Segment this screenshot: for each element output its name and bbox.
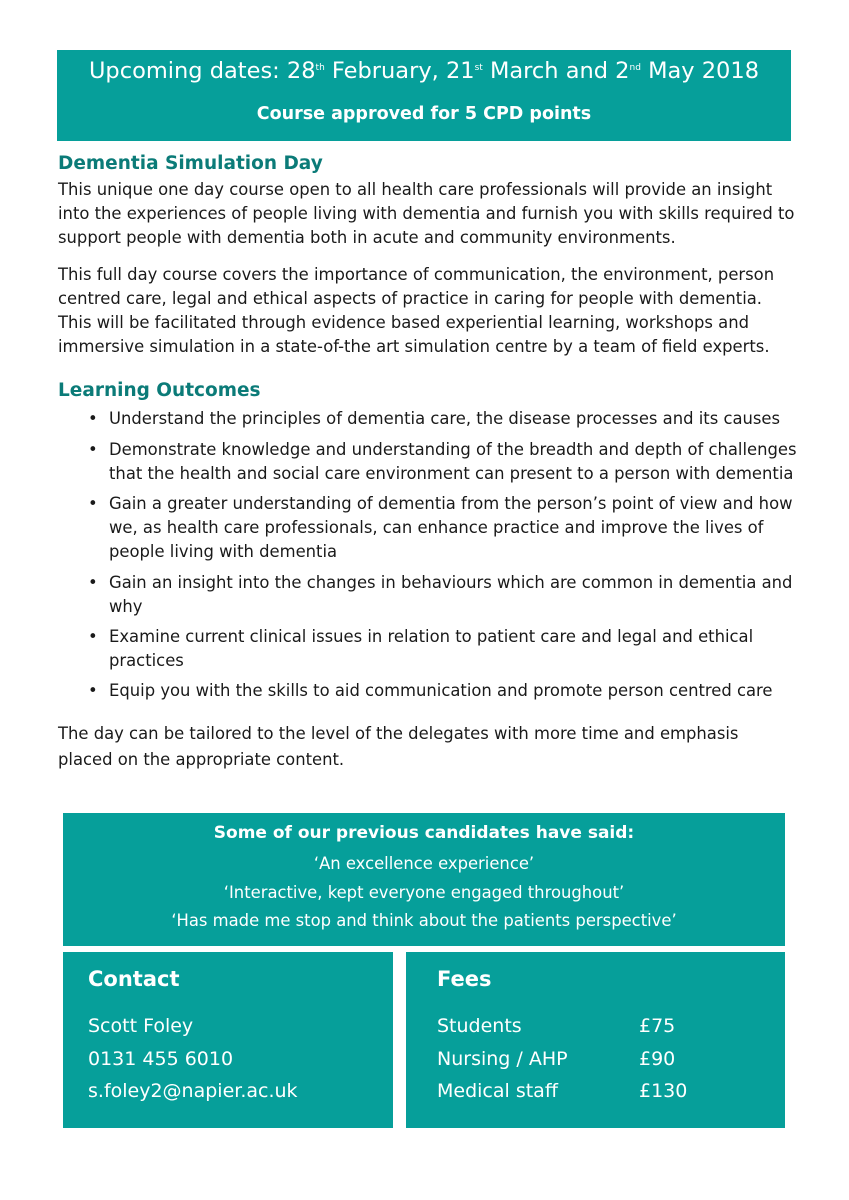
testimonials-box xyxy=(63,813,785,946)
fee-label-medical: Medical staff xyxy=(437,1080,558,1102)
contact-name: Scott Foley xyxy=(88,1015,194,1037)
dates-suffix: May 2018 xyxy=(640,58,760,84)
dates-banner xyxy=(57,50,791,141)
dates-mid-2: March and 2 xyxy=(482,58,630,84)
bullet-icon: • xyxy=(88,409,98,429)
fee-price-students: £75 xyxy=(639,1015,676,1037)
outcome-text: Equip you with the skills to aid communication and promote person centred care xyxy=(109,681,773,701)
fees-title: Fees xyxy=(437,967,492,991)
fee-label-nursing: Nursing / AHP xyxy=(437,1048,568,1070)
ordinal-suffix-2: st xyxy=(474,63,483,73)
fees-box xyxy=(406,952,785,1128)
outcome-text: Demonstrate knowledge and understanding of the breadth and depth of challenges that the health and social care environment can present to a person with dementia xyxy=(109,439,797,483)
intro-paragraph-1: This unique one day course open to all health care professionals will provide an insight into the experiences of people living with dementia and furnish you with skills required to support people with dementia both in acute and community environments. xyxy=(58,180,795,248)
testimonial-quote: ‘An excellence experience’ xyxy=(313,854,535,873)
testimonials-heading: Some of our previous candidates have said: xyxy=(213,823,635,843)
closing-paragraph: The day can be tailored to the level of the delegates with more time and emphasis placed on the appropriate content. xyxy=(58,723,739,769)
bullet-icon: • xyxy=(88,494,98,514)
outcome-text: Gain an insight into the changes in behaviours which are common in dementia and why xyxy=(109,572,793,616)
bullet-icon: • xyxy=(88,681,98,701)
main-content xyxy=(58,150,798,773)
dates-prefix: Upcoming dates: 28 xyxy=(88,58,316,84)
outcome-text: Understand the principles of dementia care, the disease processes and its causes xyxy=(109,409,781,429)
fee-price-medical: £130 xyxy=(639,1080,688,1102)
course-title: Dementia Simulation Day xyxy=(58,153,323,174)
testimonial-quote: ‘Interactive, kept everyone engaged throughout’ xyxy=(223,883,625,902)
list-item xyxy=(58,571,798,619)
bullet-icon: • xyxy=(88,439,98,459)
list-item xyxy=(58,492,798,565)
fee-price-nursing: £90 xyxy=(639,1048,676,1070)
contact-email: s.foley2@napier.ac.uk xyxy=(88,1080,298,1102)
outcome-text: Examine current clinical issues in relation to patient care and legal and ethical practices xyxy=(109,627,754,671)
outcome-text: Gain a greater understanding of dementia from the person’s point of view and how we, as health care professionals, can enhance practice and improve the lives of people living with dementia xyxy=(109,494,793,562)
list-item xyxy=(58,438,798,486)
learning-outcomes-heading: Learning Outcomes xyxy=(58,380,261,402)
bullet-icon: • xyxy=(88,627,98,647)
testimonial-quote: ‘Has made me stop and think about the patients perspective’ xyxy=(171,911,677,930)
intro-paragraph-2: This full day course covers the importance of communication, the environment, person centred care, legal and ethical aspects of practice in caring for people with dementia. This will be facilitated through evidence based experiential learning, workshops and immersive simulation in a state-of-the art simulation centre by a team of field experts. xyxy=(58,264,775,357)
list-item xyxy=(58,679,798,703)
cpd-points: Course approved for 5 CPD points xyxy=(256,104,592,124)
upcoming-dates xyxy=(57,58,791,84)
dates-mid-1: February, 21 xyxy=(324,58,475,84)
bullet-icon: • xyxy=(88,572,98,592)
learning-outcomes-list xyxy=(58,407,798,703)
ordinal-suffix-1: th xyxy=(315,63,325,73)
contact-box xyxy=(63,952,393,1128)
list-item xyxy=(58,625,798,673)
list-item xyxy=(58,407,798,431)
contact-phone: 0131 455 6010 xyxy=(88,1048,234,1070)
contact-title: Contact xyxy=(88,967,180,991)
fee-label-students: Students xyxy=(437,1015,522,1037)
ordinal-suffix-3: nd xyxy=(629,63,641,73)
